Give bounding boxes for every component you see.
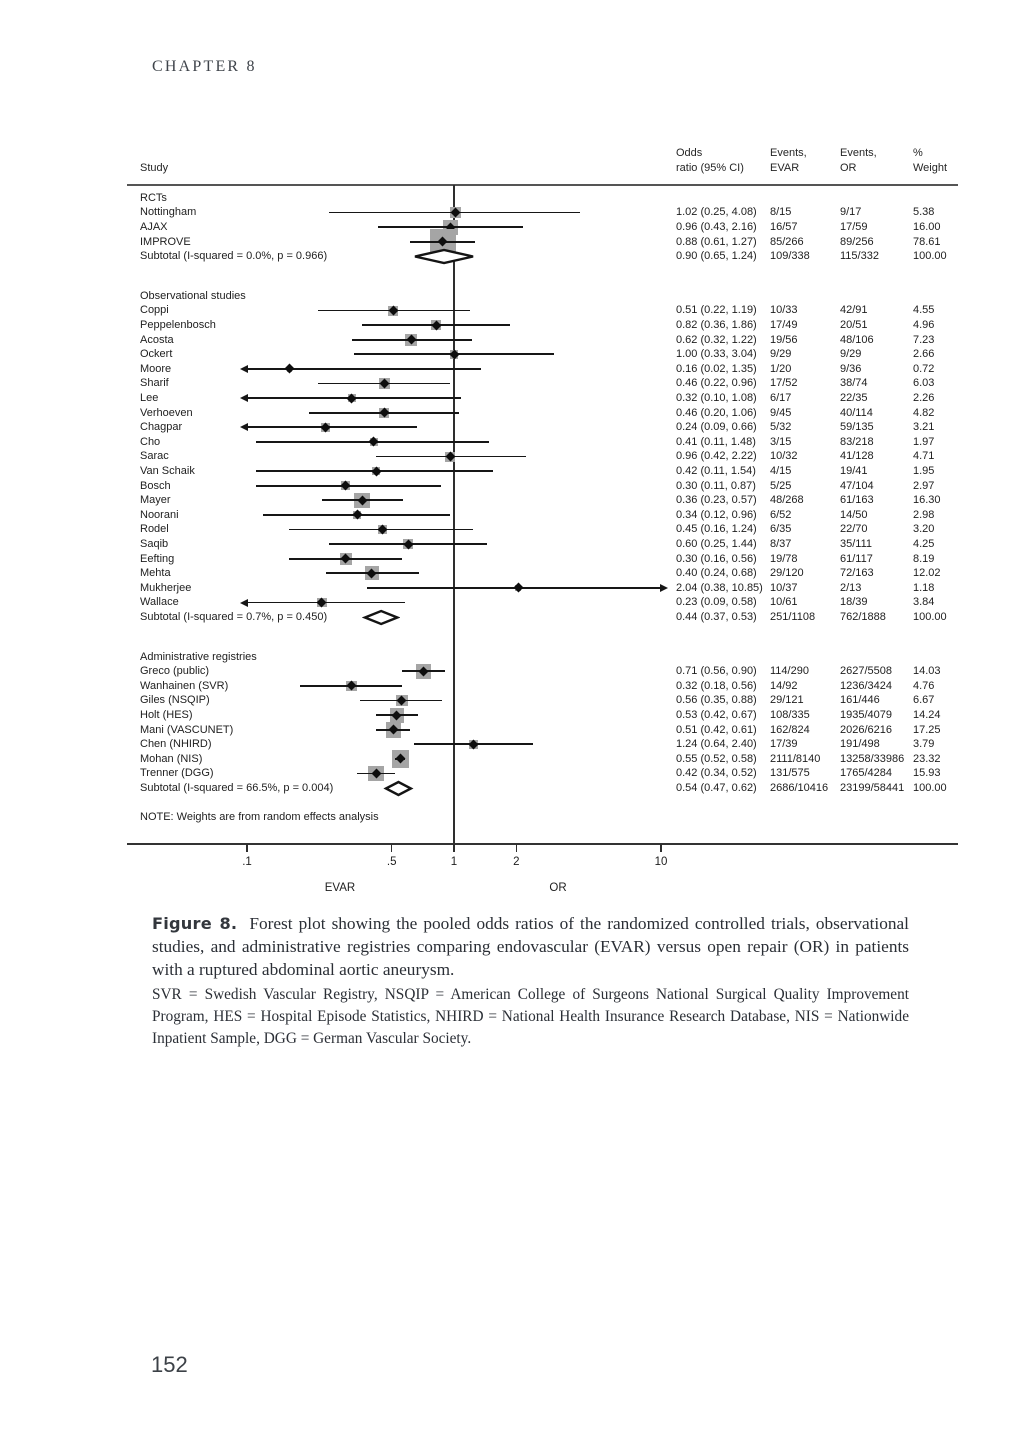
or-ci-text: 0.55 (0.52, 0.58) [676,752,757,765]
events-evar-text: 19/56 [770,333,798,346]
study-label: Sharif [140,377,169,390]
weight-text: 100.00 [913,781,947,794]
or-ci-text: 0.60 (0.25, 1.44) [676,537,757,550]
weight-text: 2.66 [913,348,935,361]
events-evar-text: 162/824 [770,723,810,736]
events-evar-text: 85/266 [770,235,804,248]
or-ci-text: 0.24 (0.09, 0.66) [676,421,757,434]
weight-text: 0.72 [913,362,935,375]
study-row [127,406,958,421]
or-ci-text: 0.62 (0.32, 1.22) [676,333,757,346]
subtotal-row [127,249,958,264]
or-ci-text: 0.46 (0.20, 1.06) [676,406,757,419]
events-or-text: 9/36 [840,362,862,375]
study-row [127,220,958,235]
or-ci-text: 0.40 (0.24, 0.68) [676,567,757,580]
study-label: Mukherjee [140,581,192,594]
study-row [127,595,958,610]
study-label: AJAX [140,220,168,233]
study-row [127,376,958,391]
x-tick-label: .1 [242,856,252,868]
or-ci-text: 0.54 (0.47, 0.62) [676,781,757,794]
group-label-row [127,191,958,206]
events-or-text: 1935/4079 [840,708,892,721]
subtotal-label: Subtotal (I-squared = 66.5%, p = 0.004) [140,781,334,794]
study-row [127,537,958,552]
events-or-text: 40/114 [840,406,873,419]
events-evar-text: 108/335 [770,708,810,721]
study-label: Bosch [140,479,171,492]
page-number: 152 [151,1352,188,1377]
subtotal-label: Subtotal (I-squared = 0.7%, p = 0.450) [140,610,328,623]
events-or-text: 89/256 [840,235,874,248]
study-row [127,508,958,523]
events-evar-text: 16/57 [770,220,798,233]
study-label: Mehta [140,567,171,580]
or-ci-text: 0.16 (0.02, 1.35) [676,362,757,375]
weight-text: 3.79 [913,738,935,751]
column-header-events-or-line2: OR [840,162,857,174]
ci-clip-arrow-left [240,599,248,607]
study-row [127,552,958,567]
study-row [127,766,958,781]
subtotal-diamond [412,248,476,265]
x-tick-label: 1 [450,856,458,868]
study-label: Eefting [140,552,175,565]
column-header-orci-line2: ratio (95% CI) [676,162,744,174]
events-evar-text: 114/290 [770,665,809,678]
events-or-text: 9/17 [840,206,862,219]
study-label: Mani (VASCUNET) [140,723,234,736]
or-ci-text: 0.82 (0.36, 1.86) [676,318,757,331]
x-tick [516,844,518,852]
events-or-text: 47/104 [840,479,874,492]
study-row [127,449,958,464]
or-ci-text: 0.30 (0.11, 0.87) [676,479,756,492]
study-label: Rodel [140,523,169,536]
events-or-text: 2/13 [840,581,862,594]
column-header-study: Study [140,162,169,174]
subtotal-diamond [362,609,400,626]
figure-caption [152,913,909,1049]
events-or-text: 61/117 [840,552,873,565]
or-ci-text: 0.96 (0.42, 2.22) [676,450,757,463]
weight-text: 16.30 [913,494,941,507]
subtotal-label: Subtotal (I-squared = 0.0%, p = 0.966) [140,250,328,263]
or-ci-text: 0.51 (0.22, 1.19) [676,304,757,317]
study-label: Chagpar [140,421,183,434]
study-label: Greco (public) [140,665,210,678]
study-row [127,522,958,537]
study-label: Holt (HES) [140,708,193,721]
column-header-weight-line1: % [913,147,923,159]
or-ci-text: 1.02 (0.25, 4.08) [676,206,757,219]
events-evar-text: 17/49 [770,318,798,331]
events-evar-text: 8/15 [770,206,792,219]
events-evar-text: 9/29 [770,348,792,361]
or-ci-text: 0.71 (0.56, 0.90) [676,665,757,678]
study-label: Verhoeven [140,406,193,419]
study-row [127,737,958,752]
weight-text: 1.18 [913,581,935,594]
events-evar-text: 3/15 [770,435,792,448]
study-label: Wallace [140,596,179,609]
study-row [127,752,958,767]
weight-text: 5.38 [913,206,935,219]
weight-text: 100.00 [913,610,947,623]
events-evar-text: 14/92 [770,679,798,692]
column-header-events-or-line1: Events, [840,147,877,159]
or-ci-text: 0.32 (0.18, 0.56) [676,679,757,692]
ci-line [247,426,417,428]
x-tick-label: 2 [513,856,520,868]
study-row [127,723,958,738]
study-row [127,303,958,318]
events-evar-text: 19/78 [770,552,798,565]
weight-text: 23.32 [913,752,941,765]
events-evar-text: 10/33 [770,304,798,317]
note-text: NOTE: Weights are from random effects analysis [140,811,379,824]
events-evar-text: 17/39 [770,738,798,751]
x-axis-line [127,843,958,845]
study-row [127,566,958,581]
weight-text: 3.84 [913,596,935,609]
events-or-text: 18/39 [840,596,868,609]
events-or-text: 61/163 [840,494,874,507]
study-label: Chen (NHIRD) [140,738,212,751]
events-or-text: 14/50 [840,508,868,521]
events-or-text: 22/70 [840,523,868,536]
or-ci-text: 0.53 (0.42, 0.67) [676,708,757,721]
point-estimate-marker [513,583,523,593]
events-or-text: 161/446 [840,694,880,707]
events-or-text: 38/74 [840,377,868,390]
group-label: RCTs [140,191,167,204]
events-or-text: 13258/33986 [840,752,905,765]
group-label-row [127,289,958,304]
header-rule [127,184,958,186]
x-tick [391,844,393,852]
study-label: Wanhainen (SVR) [140,679,229,692]
weight-text: 4.76 [913,679,935,692]
study-label: Peppelenbosch [140,318,216,331]
or-ci-text: 1.24 (0.64, 2.40) [676,738,757,751]
x-tick [246,844,248,852]
events-evar-text: 10/32 [770,450,798,463]
study-label: Giles (NSQIP) [140,694,210,707]
caption-main [152,913,909,981]
events-evar-text: 1/20 [770,362,792,375]
weight-text: 14.03 [913,665,941,678]
ci-clip-arrow-left [240,394,248,402]
events-evar-text: 4/15 [770,464,792,477]
weight-text: 6.03 [913,377,935,390]
study-row [127,581,958,596]
weight-text: 2.98 [913,508,935,521]
events-or-text: 22/35 [840,391,868,404]
weight-text: 2.97 [913,479,935,492]
or-ci-text: 0.32 (0.10, 1.08) [676,391,757,404]
study-label: IMPROVE [140,235,191,248]
x-tick-label: 10 [654,856,668,868]
events-or-text: 48/106 [840,333,874,346]
events-evar-text: 8/37 [770,537,792,550]
group-label: Administrative registries [140,650,257,663]
events-evar-text: 9/45 [770,406,792,419]
study-row [127,362,958,377]
or-ci-text: 0.90 (0.65, 1.24) [676,250,757,263]
x-tick [660,844,662,852]
events-evar-text: 2686/10416 [770,781,829,794]
column-header-events-evar-line2: EVAR [770,162,800,174]
note-row [127,810,958,825]
subtotal-diamond [383,780,414,797]
events-or-text: 762/1888 [840,610,886,623]
column-header-events-evar-line1: Events, [770,147,807,159]
weight-text: 1.97 [913,435,935,448]
study-label: Mayer [140,494,171,507]
ci-clip-arrow-left [240,365,248,373]
weight-text: 4.82 [913,406,935,419]
events-evar-text: 48/268 [770,494,804,507]
events-evar-text: 17/52 [770,377,798,390]
or-ci-text: 0.30 (0.16, 0.56) [676,552,757,565]
study-row [127,493,958,508]
figure-label: Figure 8. [152,914,238,933]
or-ci-text: 0.46 (0.22, 0.96) [676,377,757,390]
events-evar-text: 10/61 [770,596,798,609]
events-evar-text: 29/121 [770,694,804,707]
study-label: Sarac [140,450,169,463]
weight-text: 4.96 [913,318,935,331]
events-evar-text: 131/575 [770,767,810,780]
axis-label-evar: EVAR [324,882,356,894]
weight-text: 100.00 [913,250,947,263]
weight-text: 4.71 [913,450,935,463]
study-label: Noorani [140,508,179,521]
or-ci-text: 0.88 (0.61, 1.27) [676,235,757,248]
weight-text: 4.55 [913,304,935,317]
events-evar-text: 6/35 [770,523,792,536]
study-label: Van Schaik [140,464,195,477]
caption-abbreviations: SVR = Swedish Vascular Registry, NSQIP = American College of Surgeons National Surgical Quality Improvement Program, HES = Hospital Episode Statistics, NHIRD = National Health Insurance Research Database, NIS = Nationwide Inpatient Sample, DGG = German Vascular Society. [152,986,909,1047]
weight-text: 14.24 [913,708,941,721]
group-label-row [127,650,958,665]
events-evar-text: 109/338 [770,250,810,263]
or-ci-text: 0.36 (0.23, 0.57) [676,494,757,507]
events-or-text: 1236/3424 [840,679,892,692]
study-label: Mohan (NIS) [140,752,203,765]
x-tick-label: .5 [386,856,397,868]
events-or-text: 17/59 [840,220,868,233]
events-evar-text: 5/32 [770,421,792,434]
column-header-weight-line2: Weight [913,162,948,174]
events-or-text: 19/41 [840,464,868,477]
study-label: Ockert [140,348,173,361]
events-or-text: 42/91 [840,304,868,317]
events-or-text: 115/332 [840,250,879,263]
events-or-text: 2026/6216 [840,723,892,736]
events-or-text: 59/135 [840,421,874,434]
column-header-orci-line1: Odds [676,147,703,159]
events-or-text: 41/128 [840,450,874,463]
study-label: Acosta [140,333,174,346]
forest-plot-figure [127,140,958,912]
study-row [127,435,958,450]
or-ci-text: 0.41 (0.11, 1.48) [676,435,756,448]
study-row [127,420,958,435]
weight-text: 3.21 [913,421,935,434]
ci-line [247,368,481,370]
weight-text: 12.02 [913,567,941,580]
weight-text: 16.00 [913,220,941,233]
weight-text: 78.61 [913,235,941,248]
study-row [127,479,958,494]
study-label: Moore [140,362,172,375]
weight-text: 1.95 [913,464,935,477]
ci-clip-arrow-left [240,423,248,431]
study-row [127,318,958,333]
weight-text: 3.20 [913,523,935,536]
chapter-header: CHAPTER 8 [152,58,257,75]
weight-text: 17.25 [913,723,941,736]
or-ci-text: 0.23 (0.09, 0.58) [676,596,757,609]
events-or-text: 20/51 [840,318,868,331]
study-row [127,679,958,694]
events-evar-text: 5/25 [770,479,792,492]
weight-text: 6.67 [913,694,935,707]
study-label: Cho [140,435,161,448]
events-or-text: 23199/58441 [840,781,905,794]
weight-text: 15.93 [913,767,941,780]
point-estimate-marker [284,364,294,374]
ci-clip-arrow-right [660,584,668,592]
weight-text: 4.25 [913,537,935,550]
or-ci-text: 2.04 (0.38, 10.85) [676,581,763,594]
weight-text: 7.23 [913,333,935,346]
events-or-text: 191/498 [840,738,880,751]
group-label: Observational studies [140,289,246,302]
study-row [127,693,958,708]
study-label: Saqib [140,537,169,550]
study-label: Lee [140,391,159,404]
study-label: Nottingham [140,206,197,219]
events-evar-text: 6/52 [770,508,792,521]
study-row [127,664,958,679]
study-row [127,235,958,250]
axis-label-or: OR [549,882,567,894]
or-ci-text: 0.51 (0.42, 0.61) [676,723,757,736]
events-evar-text: 251/1108 [770,610,816,623]
weight-text: 2.26 [913,391,935,404]
study-row [127,708,958,723]
events-or-text: 9/29 [840,348,862,361]
events-evar-text: 2111/8140 [770,752,821,765]
study-row [127,391,958,406]
or-ci-text: 0.42 (0.34, 0.52) [676,767,757,780]
events-or-text: 72/163 [840,567,874,580]
study-label: Trenner (DGG) [140,767,214,780]
or-ci-text: 0.45 (0.16, 1.24) [676,523,757,536]
events-or-text: 35/111 [840,537,873,550]
weight-text: 8.19 [913,552,935,565]
study-label: Coppi [140,304,169,317]
or-ci-text: 0.44 (0.37, 0.53) [676,610,757,623]
study-row [127,333,958,348]
events-evar-text: 10/37 [770,581,798,594]
or-ci-text: 0.56 (0.35, 0.88) [676,694,757,707]
or-ci-text: 0.34 (0.12, 0.96) [676,508,757,521]
x-tick [453,844,455,852]
or-ci-text: 0.42 (0.11, 1.54) [676,464,756,477]
events-evar-text: 6/17 [770,391,792,404]
caption-text: Forest plot showing the pooled odds ratios of the randomized controlled trials, observational studies, and administrative registries comparing endovascular (EVAR) versus open repair (OR) in patients with a ruptured abdominal aortic aneurysm. [152,914,909,979]
or-ci-text: 1.00 (0.33, 3.04) [676,348,757,361]
events-or-text: 2627/5508 [840,665,892,678]
events-evar-text: 29/120 [770,567,804,580]
events-or-text: 83/218 [840,435,874,448]
subtotal-row [127,781,958,796]
study-row [127,347,958,362]
subtotal-row [127,610,958,625]
or-ci-text: 0.96 (0.43, 2.16) [676,220,757,233]
events-or-text: 1765/4284 [840,767,892,780]
study-row [127,205,958,220]
study-row [127,464,958,479]
